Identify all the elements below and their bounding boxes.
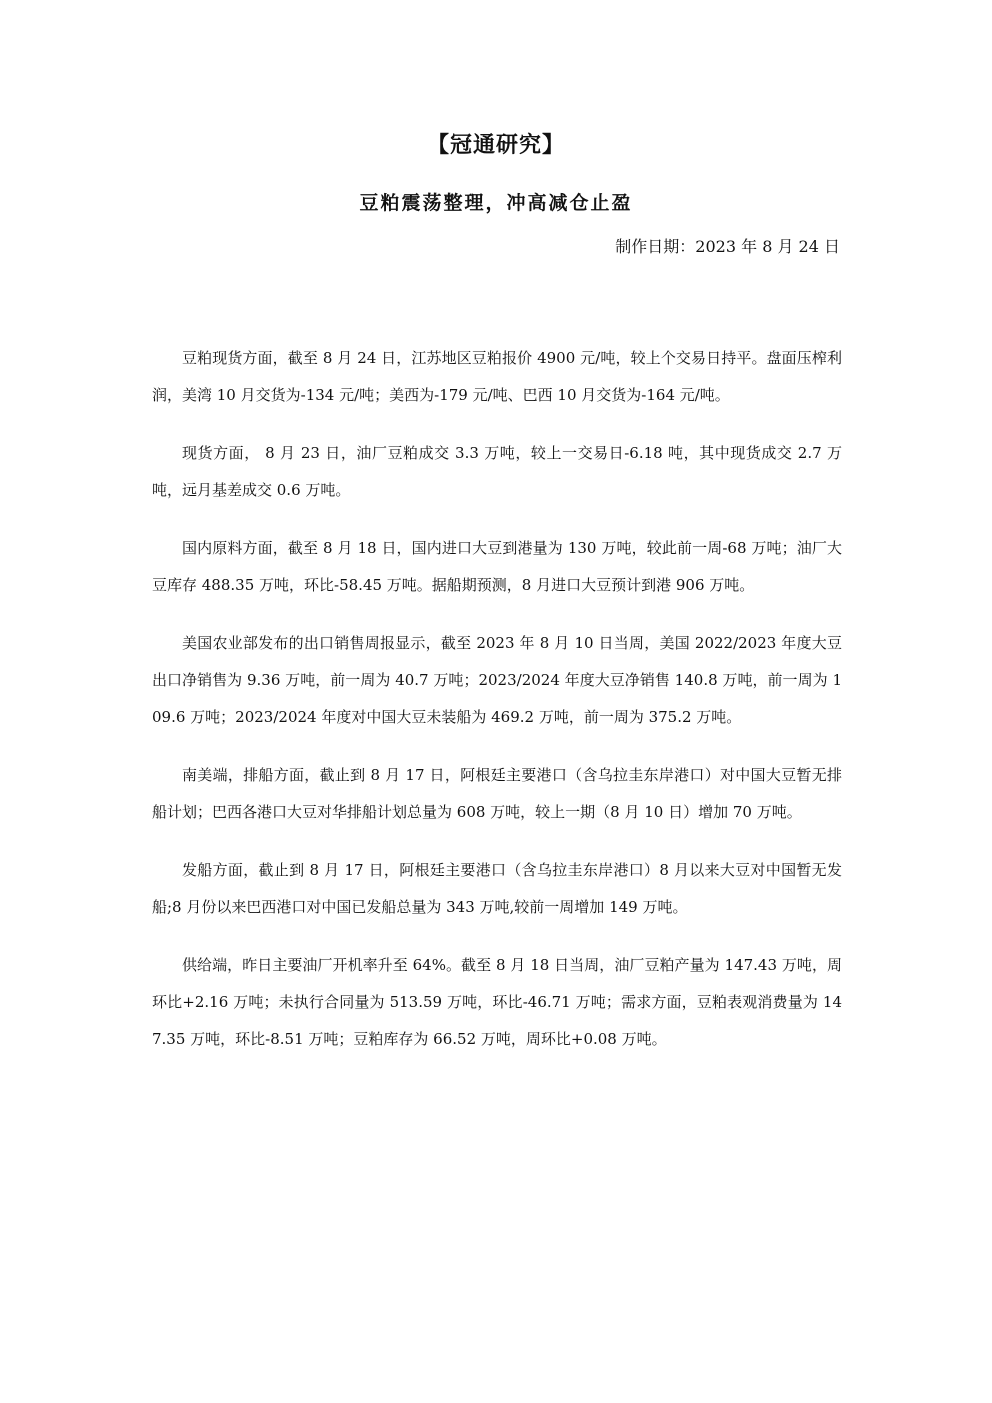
paragraph-shipments: 发船方面，截止到 8 月 17 日，阿根廷主要港口（含乌拉圭东岸港口）8 月以来大豆对中国暂无发船;8 月份以来巴西港口对中国已发船总量为 343 万吨,较前一周增加 149 万吨。 bbox=[152, 861, 842, 916]
report-body bbox=[152, 340, 842, 1079]
paragraph-south-america-scheduling: 南美端，排船方面，截止到 8 月 17 日，阿根廷主要港口（含乌拉圭东岸港口）对中国大豆暂无排船计划；巴西各港口大豆对华排船计划总量为 608 万吨，较上一期（8 月 10 日）增加 70 万吨。 bbox=[152, 766, 842, 821]
report-title: 豆粕震荡整理，冲高减仓止盈 bbox=[359, 192, 633, 214]
report-date: 制作日期：2023 年 8 月 24 日 bbox=[615, 237, 840, 256]
paragraph-spot-price: 豆粕现货方面，截至 8 月 24 日，江苏地区豆粕报价 4900 元/吨，较上个交易日持平。盘面压榨利润，美湾 10 月交货为-134 元/吨；美西为-179 元/吨、巴西 10 月交货为-164 元/吨。 bbox=[152, 349, 842, 404]
paragraph-supply-demand: 供给端，昨日主要油厂开机率升至 64%。截至 8 月 18 日当周，油厂豆粕产量为 147.43 万吨，周环比+2.16 万吨；未执行合同量为 513.59 万吨，环比-46.71 万吨；需求方面，豆粕表观消费量为 147.35 万吨，环比-8.51 万吨；豆粕库存为 66.52 万吨，周环比+0.08 万吨。 bbox=[152, 956, 842, 1048]
org-title: 【冠通研究】 bbox=[426, 133, 565, 158]
paragraph-domestic-raw-material: 国内原料方面，截至 8 月 18 日，国内进口大豆到港量为 130 万吨，较此前一周-68 万吨；油厂大豆库存 488.35 万吨，环比-58.45 万吨。据船期预测，8 月进口大豆预计到港 906 万吨。 bbox=[152, 539, 842, 594]
paragraph-usda-export-sales: 美国农业部发布的出口销售周报显示，截至 2023 年 8 月 10 日当周，美国 2022/2023 年度大豆出口净销售为 9.36 万吨，前一周为 40.7 万吨；2023/2024 年度大豆净销售 140.8 万吨，前一周为 109.6 万吨；2023/2024 年度对中国大豆未装船为 469.2 万吨，前一周为 375.2 万吨。 bbox=[152, 634, 842, 726]
paragraph-spot-trading: 现货方面， 8 月 23 日，油厂豆粕成交 3.3 万吨，较上一交易日-6.18 吨，其中现货成交 2.7 万吨，远月基差成交 0.6 万吨。 bbox=[152, 444, 842, 499]
